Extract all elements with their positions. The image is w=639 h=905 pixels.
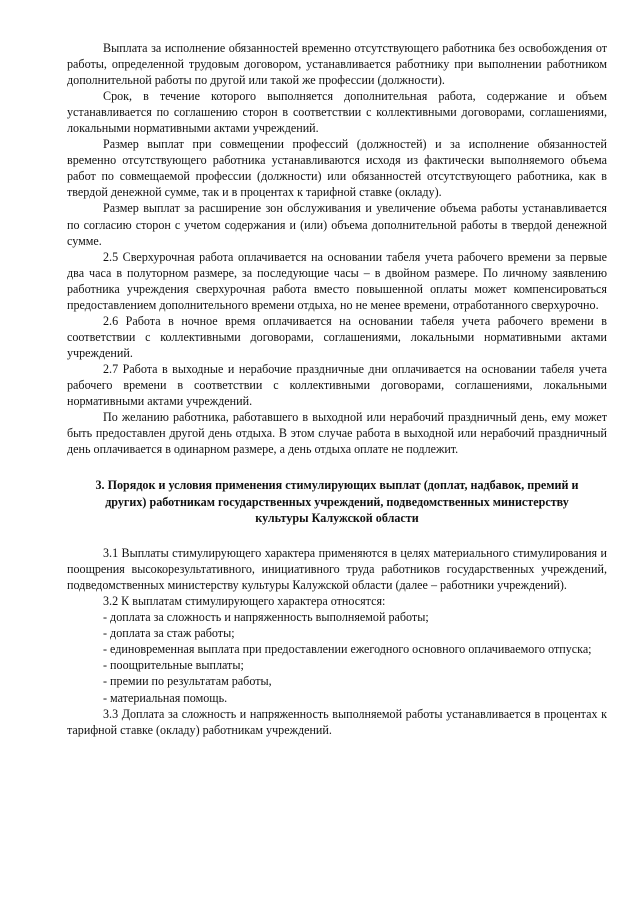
paragraph-2-6-night-work: 2.6 Работа в ночное время оплачивается на основании табеля учета рабочего времени в соответствии с коллективными договорами, соглашениями, локальными нормативными актами учреждений. — [67, 313, 607, 360]
paragraph-service-zone-expansion: Размер выплат за расширение зон обслуживания и увеличение объема работы устанавливается по согласию сторон с учетом содержания и (или) объема дополнительной работы в твердой денежной сумме. — [67, 201, 607, 248]
paragraph-additional-work-term: Срок, в течение которого выполняется дополнительная работа, содержание и объем устанавливается по соглашению сторон в соответствии с коллективными договорами, соглашениями, локальными нормативными актами учреждений. — [67, 89, 607, 136]
paragraph-3-2-incentive-types: 3.2 К выплатам стимулирующего характера относятся: — [103, 594, 386, 609]
paragraph-2-7-holiday-work: 2.7 Работа в выходные и нерабочие праздничные дни оплачивается на основании табеля учета рабочего времени в соответствии с коллективными договорами, соглашениями, локальными нормативными актами учреждений. — [67, 361, 607, 409]
paragraph-day-off-option: По желанию работника, работавшего в выходной или нерабочий праздничный день, ему может быть предоставлен другой день отдыха. В этом случае работа в выходной или нерабочий праздничный день оплачивается в одинарном размере, а день отдыха оплате не подлежит. — [67, 410, 607, 457]
list-item-complexity-bonus: - доплата за сложность и напряженность выполняемой работы; — [103, 610, 429, 625]
paragraph-temporary-absence-payment: Выплата за исполнение обязанностей временно отсутствующего работника без освобождения от работы, определенной трудовым договором, устанавливается работнику при выполнении работником дополнительной работы по другой или такой же профессии (должности). — [67, 41, 607, 88]
list-item-financial-aid: - материальная помощь. — [103, 690, 228, 705]
paragraph-3-3-complexity-bonus: 3.3 Доплата за сложность и напряженность выполняемой работы устанавливается в процентах к тарифной ставке (окладу) работникам учреждений. — [67, 706, 607, 737]
paragraph-3-1-incentive-purpose: 3.1 Выплаты стимулирующего характера применяются в целях материального стимулирования и поощрения высокорезультативного, инициативного труда работников государственных учреждений, подведомственных министерству культуры Калужской области (далее – работники учреждений). — [67, 546, 607, 593]
list-item-incentive-payments: - поощрительные выплаты; — [103, 658, 244, 673]
document-page — [67, 40, 607, 738]
list-item-performance-bonuses: - премии по результатам работы, — [103, 674, 272, 689]
section-3-heading: 3. Порядок и условия применения стимулирующих выплат (доплат, надбавок, премий и других) работникам государственных учреждений, подведомственных министерству культуры Калужской области — [95, 478, 579, 525]
paragraph-2-5-overtime: 2.5 Сверхурочная работа оплачивается на основании табеля учета рабочего времени за первые два часа в полуторном размере, за последующие часы – в двойном размере. По личному заявлению работника учреждения сверхурочная работа вместо повышенной оплаты может компенсироваться предоставлением дополнительного времени отдыха, но не менее времени, отработанного сверхурочно. — [67, 249, 607, 312]
list-item-vacation-payment: - единовременная выплата при предоставлении ежегодного основного оплачиваемого отпуска; — [103, 642, 592, 657]
paragraph-combination-payment-size: Размер выплат при совмещении профессий (должностей) и за исполнение обязанностей временно отсутствующего работника устанавливаются исходя из фактически выполняемого объема работ по совмещаемой профессии (должности) или обязанностей отсутствующего работника, как в твердой денежной сумме, так и в процентах к тарифной ставке (окладу). — [67, 137, 607, 200]
list-item-seniority-bonus: - доплата за стаж работы; — [103, 626, 235, 641]
